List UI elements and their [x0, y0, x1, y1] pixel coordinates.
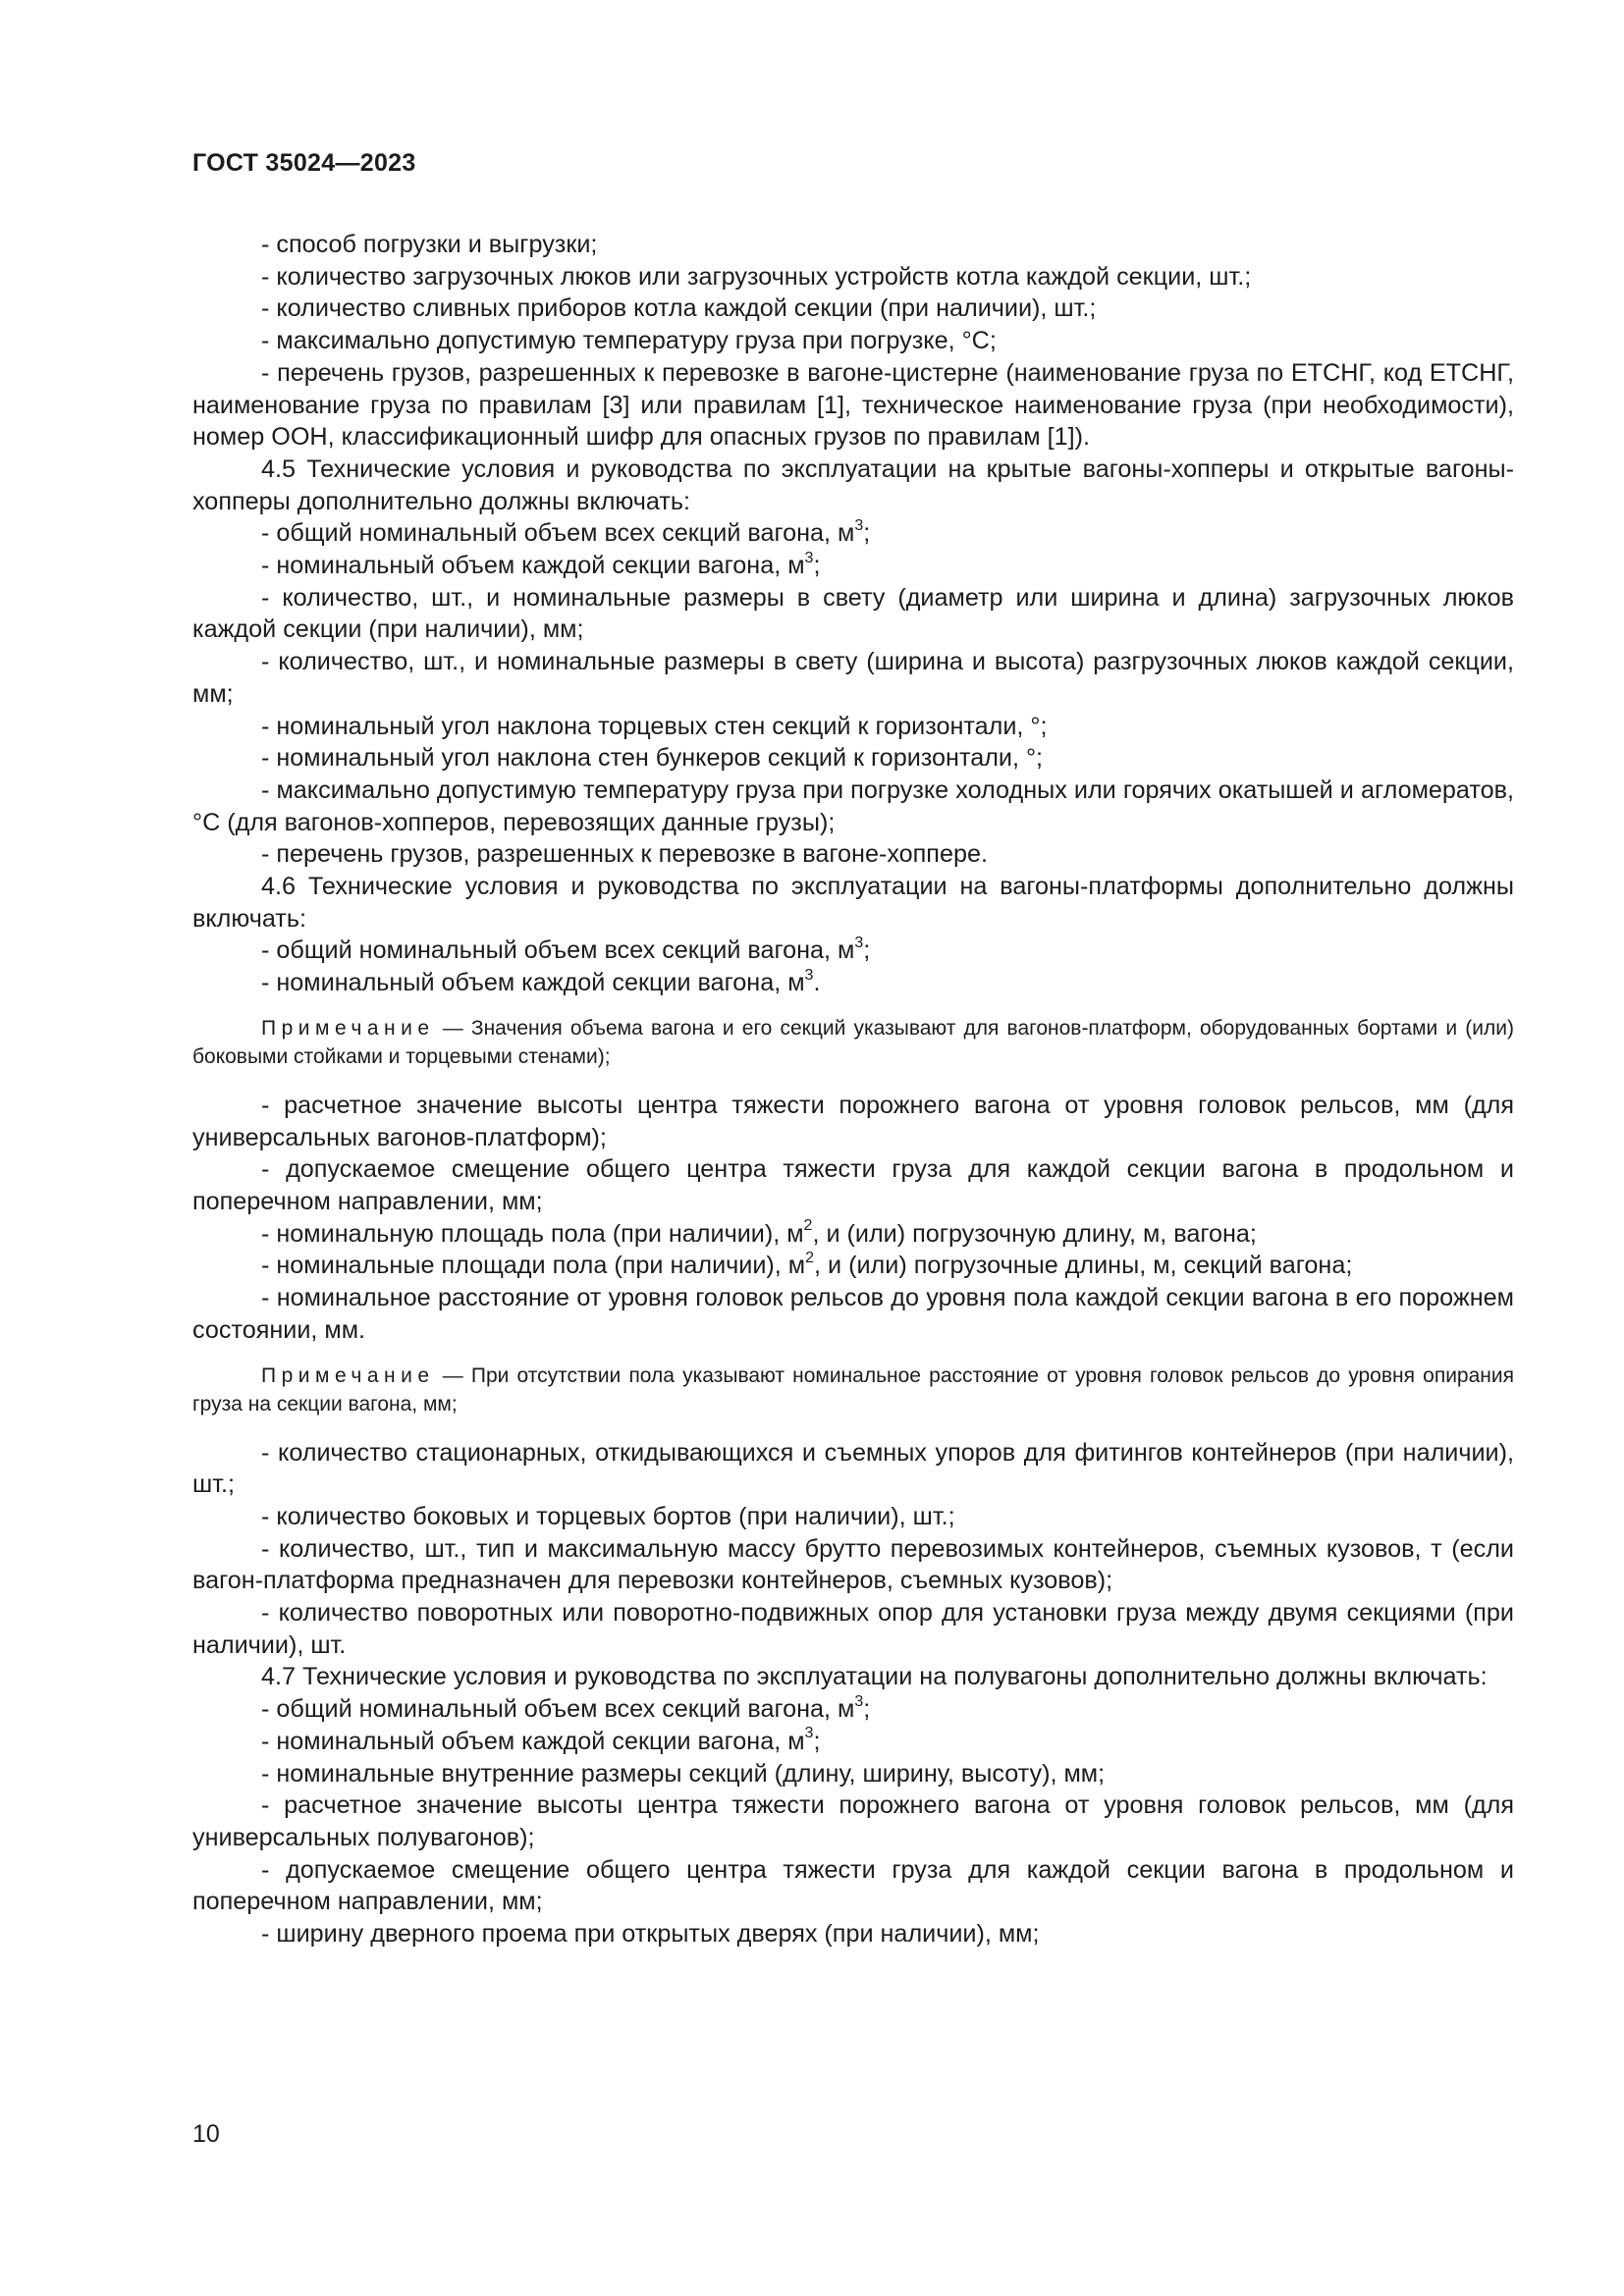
text-run: — Значения объема вагона и его секций указывают для вагонов-платформ, оборудованных бортами и (или) боковыми стойками и торцевыми стенами); [192, 1016, 1514, 1069]
text-run: - номинальный угол наклона стен бункеров секций к горизонтали, °; [261, 744, 1044, 773]
paragraph [192, 838, 1514, 871]
paragraph [192, 582, 1514, 646]
paragraph [192, 646, 1514, 710]
paragraph [192, 711, 1514, 743]
paragraph [192, 1153, 1514, 1217]
paragraph [192, 357, 1514, 454]
text-run: - номинальные площади пола (при наличии), м [261, 1252, 806, 1280]
text-run: - номинальный объем каждой секции вагона, м [261, 969, 805, 997]
paragraph [192, 1726, 1514, 1758]
text-run: - способ погрузки и выгрузки; [261, 231, 598, 258]
text-run: - расчетное значение высоты центра тяжести порожнего вагона от уровня головок рельсов, мм (для универсальных полувагонов); [192, 1791, 1514, 1851]
superscript: 2 [803, 1217, 813, 1235]
page-number: 10 [192, 2120, 220, 2148]
paragraph [192, 742, 1514, 774]
paragraph [192, 1661, 1514, 1693]
paragraph [192, 1090, 1514, 1153]
paragraph [192, 934, 1514, 967]
text-run: - расчетное значение высоты центра тяжести порожнего вагона от уровня головок рельсов, мм (для универсальных вагонов-платформ); [192, 1091, 1514, 1151]
text-run: - количество, шт., и номинальные размеры в свету (ширина и высота) разгрузочных люков каждой секции, мм; [192, 648, 1514, 708]
note-paragraph [192, 1014, 1514, 1072]
superscript: 3 [854, 934, 864, 952]
paragraph [192, 774, 1514, 838]
text-run: - номинальные внутренние размеры секций (длину, ширину, высоту), мм; [261, 1759, 1106, 1788]
paragraph [192, 1218, 1514, 1251]
text-run: - общий номинальный объем всех секций вагона, м [261, 1695, 855, 1724]
text-run: - номинальный объем каждой секции вагона, м [261, 552, 805, 580]
paragraph [192, 1789, 1514, 1853]
text-run: - номинальное расстояние от уровня головок рельсов до уровня пола каждой секции вагона в его порожнем состоянии, мм. [192, 1284, 1514, 1344]
document-body [192, 229, 1514, 1950]
text-run: , и (или) погрузочные длины, м, секций вагона; [814, 1252, 1353, 1280]
note-paragraph [192, 1362, 1514, 1419]
paragraph [192, 1501, 1514, 1533]
superscript: 3 [854, 516, 864, 534]
paragraph [192, 967, 1514, 999]
paragraph [192, 1282, 1514, 1346]
text-run: - максимально допустимую температуру груза при погрузке, °С; [261, 327, 997, 355]
text-run: 4.7 Технические условия и руководства по эксплуатации на полувагоны дополнительно должны включать: [261, 1663, 1488, 1691]
text-run: . [813, 969, 821, 997]
text-run: - максимально допустимую температуру груза при погрузке холодных или горячих окатышей и агломератов, °С (для вагонов-хопперов, перевозящих данные грузы); [192, 775, 1514, 836]
text-run: - количество поворотных или поворотно-подвижных опор для установки груза между двумя секциями (при наличии), шт. [192, 1599, 1514, 1659]
superscript: 3 [854, 1692, 864, 1710]
paragraph [192, 517, 1514, 550]
paragraph [192, 1437, 1514, 1501]
paragraph [192, 1854, 1514, 1918]
paragraph [192, 1533, 1514, 1597]
paragraph [192, 229, 1514, 261]
text-run: - количество, шт., тип и максимальную массу брутто перевозимых контейнеров, съемных кузовов, т (если вагон-платформа предназначен для перевозки контейнеров, съемных кузовов); [192, 1534, 1514, 1595]
text-run: ; [863, 936, 871, 965]
text-run: - допускаемое смещение общего центра тяжести груза для каждой секции вагона в продольном и поперечном направлении, мм; [192, 1855, 1514, 1916]
text-run: - количество, шт., и номинальные размеры в свету (диаметр или ширина и длина) загрузочных люков каждой секции (при наличии), мм; [192, 583, 1514, 644]
text-run: - количество боковых и торцевых бортов (при наличии), шт.; [261, 1502, 955, 1530]
text-run: - допускаемое смещение общего центра тяжести груза для каждой секции вагона в продольном и поперечном направлении, мм; [192, 1155, 1514, 1215]
paragraph [192, 261, 1514, 294]
text-run: ; [813, 552, 821, 580]
text-run: ; [813, 1727, 821, 1755]
text-run: - перечень грузов, разрешенных к перевозке в вагоне-цистерне (наименование груза по ЕТСНГ, код ЕТСНГ, наименование груза по правилам [3] или правилам [1], техническое наименование груза (при необходимости), номер ООН, классификационный шифр для опасных грузов по правилам [1]). [192, 358, 1514, 452]
paragraph [192, 293, 1514, 325]
superscript: 3 [804, 1725, 814, 1742]
paragraph [192, 1250, 1514, 1282]
text-run: - количество загрузочных люков или загрузочных устройств котла каждой секции, шт.; [261, 262, 1252, 291]
text-run: ; [863, 519, 871, 548]
text-run: 4.5 Технические условия и руководства по эксплуатации на крытые вагоны-хопперы и открытые вагоны-хопперы дополнительно должны включать: [192, 454, 1514, 515]
superscript: 2 [805, 1250, 815, 1266]
document-header: ГОСТ 35024—2023 [192, 149, 416, 177]
text-run: — При отсутствии пола указывают номинальное расстояние от уровня головок рельсов до уровня опирания груза на секции вагона, мм; [192, 1363, 1514, 1415]
text-run: ; [863, 1695, 871, 1724]
paragraph [192, 1693, 1514, 1726]
note-label: Примечание [261, 1016, 435, 1040]
paragraph [192, 871, 1514, 934]
text-run: - перечень грузов, разрешенных к перевозке в вагоне-хоппере. [261, 840, 988, 869]
paragraph [192, 1597, 1514, 1661]
text-run: - номинальный объем каждой секции вагона, м [261, 1727, 805, 1755]
paragraph [192, 550, 1514, 582]
paragraph [192, 1918, 1514, 1950]
superscript: 3 [804, 549, 814, 566]
text-run: - общий номинальный объем всех секций вагона, м [261, 936, 855, 965]
text-run: - количество стационарных, откидывающихся и съемных упоров для фитингов контейнеров (при наличии), шт.; [192, 1438, 1514, 1499]
note-label: Примечание [261, 1363, 435, 1387]
superscript: 3 [804, 966, 814, 984]
text-run: , и (или) погрузочную длину, м, вагона; [812, 1219, 1257, 1248]
text-run: - номинальную площадь пола (при наличии), м [261, 1219, 804, 1248]
text-run: 4.6 Технические условия и руководства по эксплуатации на вагоны-платформы дополнительно должны включать: [192, 873, 1514, 933]
text-run: - ширину дверного проема при открытых дверях (при наличии), мм; [261, 1920, 1040, 1949]
text-run: - общий номинальный объем всех секций вагона, м [261, 519, 855, 548]
paragraph [192, 325, 1514, 357]
paragraph [192, 1758, 1514, 1790]
text-run: - количество сливных приборов котла каждой секции (при наличии), шт.; [261, 294, 1097, 323]
text-run: - номинальный угол наклона торцевых стен секций к горизонтали, °; [261, 712, 1048, 740]
paragraph [192, 454, 1514, 517]
